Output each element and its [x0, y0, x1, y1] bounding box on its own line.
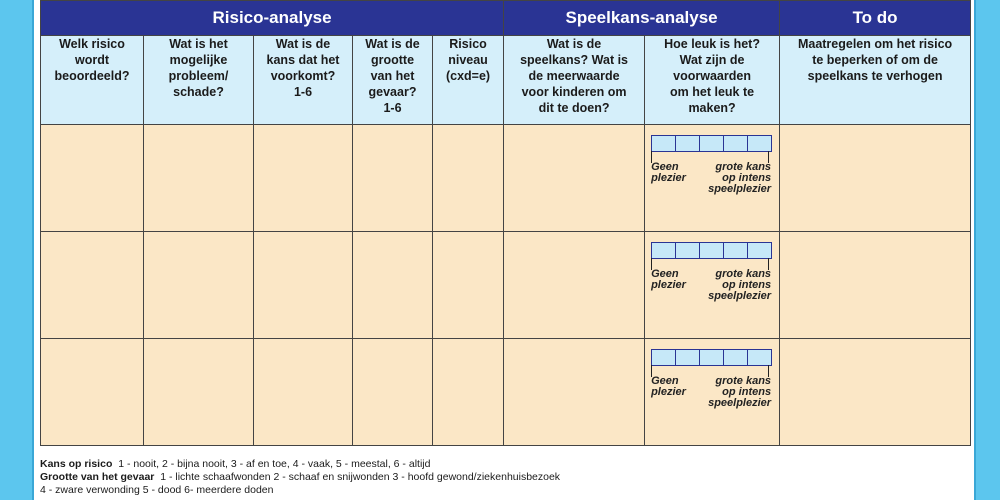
section-risico-analyse: Risico-analyse: [41, 1, 504, 36]
column-header-hoe-leuk: Hoe leuk is het? Wat zijn de voorwaarden om het leuk te maken?: [645, 36, 780, 125]
legend-grootte-text: 1 - lichte schaafwonden 2 - schaaf en snijwonden 3 - hoofd gewond/ziekenhuisbezoek: [160, 471, 561, 483]
column-header-risiconiveau: Risico niveau (cxd=e): [433, 36, 504, 125]
cell-speelkans[interactable]: [504, 232, 645, 339]
cell-speelkans[interactable]: [504, 339, 645, 446]
cell-risiconiveau[interactable]: [433, 125, 504, 232]
fun-scale-bar: [651, 349, 772, 366]
column-header-risico: Welk risico wordt beoordeeld?: [41, 36, 144, 125]
section-speelkans-analyse: Speelkans-analyse: [504, 1, 780, 36]
cell-risico[interactable]: [41, 232, 144, 339]
cell-risico[interactable]: [41, 339, 144, 446]
question-header-row: [41, 36, 971, 125]
legend-kans-text: 1 - nooit, 2 - bijna nooit, 3 - af en toe, 4 - vaak, 5 - meestal, 6 - altijd: [118, 458, 431, 470]
fun-scale-box[interactable]: [747, 349, 772, 366]
cell-maatregelen[interactable]: [780, 232, 971, 339]
column-header-speelkans: Wat is de speelkans? Wat is de meerwaarde voor kinderen om dit te doen?: [504, 36, 645, 125]
cell-probleem[interactable]: [144, 125, 254, 232]
cell-hoe-leuk[interactable]: [645, 125, 780, 232]
fun-scale-right-label: grote kans op intens speelplezier: [708, 161, 772, 195]
fun-scale-left-label: Geen plezier: [651, 161, 686, 184]
legend-kans-title: Kans op risico: [40, 458, 113, 470]
cell-probleem[interactable]: [144, 232, 254, 339]
fun-scale-bar: [651, 135, 772, 152]
fun-scale-box[interactable]: [651, 349, 676, 366]
column-header-kans: Wat is de kans dat het voorkomt? 1-6: [254, 36, 353, 125]
fun-scale: [651, 349, 777, 429]
fun-scale-box[interactable]: [699, 242, 724, 259]
fun-scale-box[interactable]: [723, 349, 748, 366]
cell-grootte[interactable]: [353, 339, 433, 446]
section-header-row: [41, 1, 971, 36]
cell-risiconiveau[interactable]: [433, 232, 504, 339]
fun-scale-left-label: Geen plezier: [651, 268, 686, 291]
fun-scale-box[interactable]: [723, 242, 748, 259]
fun-scale-right-label: grote kans op intens speelplezier: [708, 375, 772, 409]
cell-speelkans[interactable]: [504, 125, 645, 232]
fun-scale: [651, 242, 777, 322]
section-to-do: To do: [780, 1, 971, 36]
fun-scale-right-label: grote kans op intens speelplezier: [708, 268, 772, 302]
cell-risiconiveau[interactable]: [433, 339, 504, 446]
fun-scale-box[interactable]: [723, 135, 748, 152]
cell-grootte[interactable]: [353, 232, 433, 339]
fun-scale-box[interactable]: [747, 135, 772, 152]
cell-grootte[interactable]: [353, 125, 433, 232]
fun-scale-box[interactable]: [675, 135, 700, 152]
analysis-table: [40, 0, 971, 446]
fun-scale-box[interactable]: [651, 242, 676, 259]
legend-grootte: [40, 471, 960, 484]
cell-kans[interactable]: [254, 339, 353, 446]
legend: [40, 458, 960, 497]
column-header-grootte: Wat is de grootte van het gevaar? 1-6: [353, 36, 433, 125]
column-header-maatregelen: Maatregelen om het risico te beperken of om de speelkans te verhogen: [780, 36, 971, 125]
cell-kans[interactable]: [254, 232, 353, 339]
fun-scale-box[interactable]: [675, 349, 700, 366]
cell-maatregelen[interactable]: [780, 125, 971, 232]
fun-scale-box[interactable]: [651, 135, 676, 152]
table-row: [41, 125, 971, 232]
fun-scale-box[interactable]: [747, 242, 772, 259]
legend-grootte-title: Grootte van het gevaar: [40, 471, 155, 483]
worksheet: [32, 0, 976, 500]
fun-scale-left-label: Geen plezier: [651, 375, 686, 398]
fun-scale-box[interactable]: [675, 242, 700, 259]
cell-risico[interactable]: [41, 125, 144, 232]
cell-hoe-leuk[interactable]: [645, 232, 780, 339]
cell-maatregelen[interactable]: [780, 339, 971, 446]
cell-hoe-leuk[interactable]: [645, 339, 780, 446]
column-header-probleem: Wat is het mogelijke probleem/ schade?: [144, 36, 254, 125]
fun-scale: [651, 135, 777, 215]
table-row: [41, 339, 971, 446]
cell-kans[interactable]: [254, 125, 353, 232]
cell-probleem[interactable]: [144, 339, 254, 446]
table-row: [41, 232, 971, 339]
fun-scale-box[interactable]: [699, 349, 724, 366]
legend-grootte-text-2: 4 - zware verwonding 5 - dood 6- meerdere doden: [40, 484, 274, 496]
legend-kans: [40, 458, 960, 471]
fun-scale-bar: [651, 242, 772, 259]
fun-scale-box[interactable]: [699, 135, 724, 152]
